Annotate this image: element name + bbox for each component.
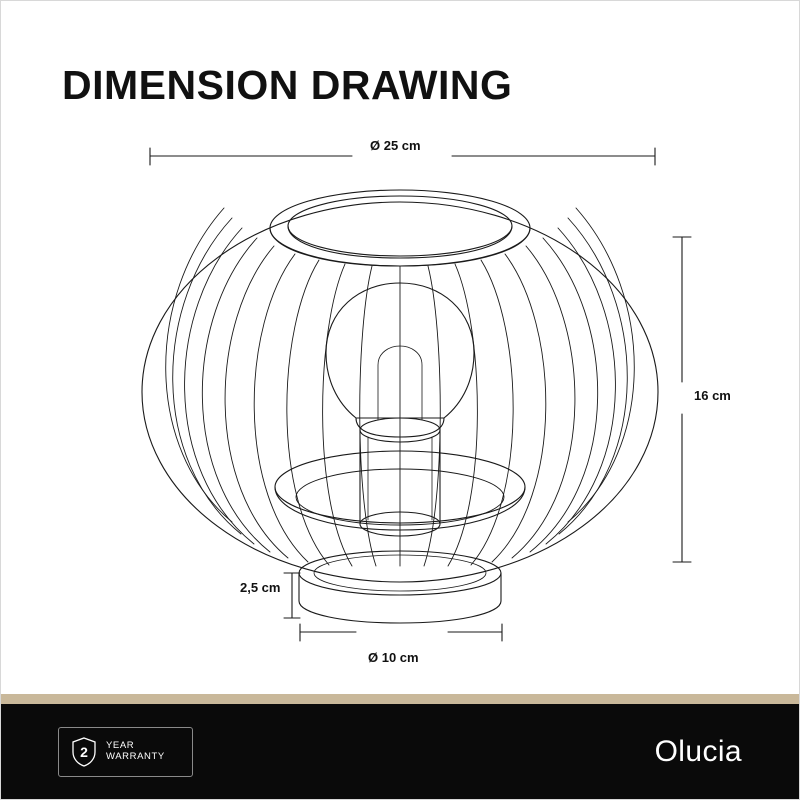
height-dimension-line bbox=[673, 237, 691, 562]
base-diameter-dimension-label: Ø 10 cm bbox=[368, 650, 419, 665]
warranty-line-2: WARRANTY bbox=[106, 751, 165, 762]
width-dimension-label: Ø 25 cm bbox=[370, 138, 421, 153]
base-height-dimension-label: 2,5 cm bbox=[240, 580, 281, 595]
warranty-years: 2 bbox=[80, 744, 88, 760]
warranty-text bbox=[106, 741, 165, 763]
base-diameter-dimension-line bbox=[300, 624, 502, 641]
footer-accent-bar bbox=[0, 694, 800, 704]
height-dimension-label: 16 cm bbox=[694, 388, 731, 403]
footer-bar bbox=[0, 704, 800, 800]
page-title: DIMENSION DRAWING bbox=[62, 62, 513, 108]
base-height-dimension-line bbox=[284, 573, 300, 618]
shield-icon bbox=[71, 737, 97, 767]
top-ring bbox=[270, 190, 530, 266]
brand-name: Olucia bbox=[654, 735, 742, 768]
warranty-line-1: YEAR bbox=[106, 740, 135, 752]
warranty-badge bbox=[58, 727, 193, 777]
